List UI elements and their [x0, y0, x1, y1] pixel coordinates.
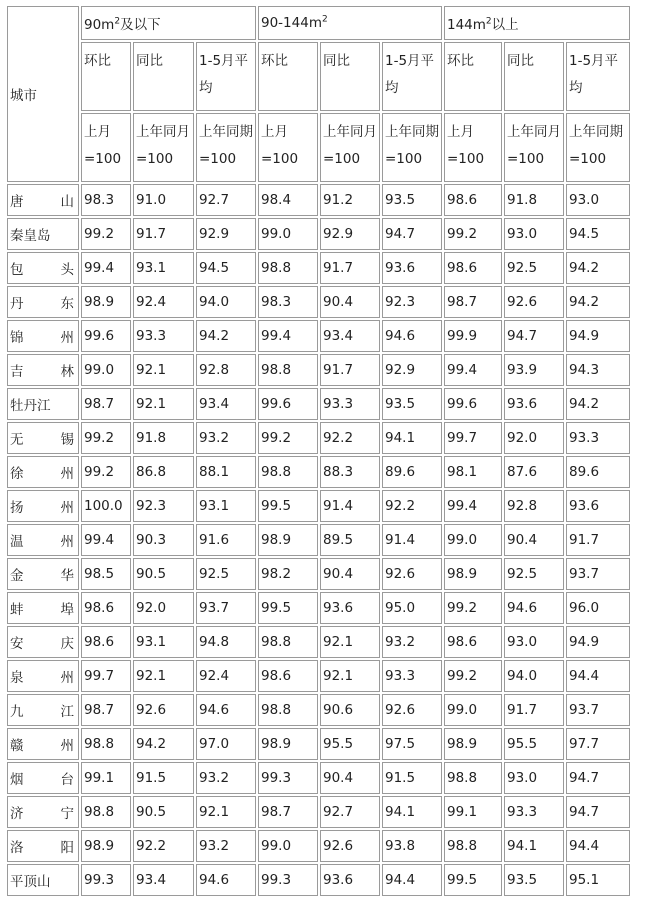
value-cell: 99.2	[444, 660, 502, 692]
value-cell: 98.2	[258, 558, 318, 590]
value-cell: 94.0	[196, 286, 256, 318]
value-cell: 92.7	[320, 796, 380, 828]
value-cell: 91.7	[566, 524, 630, 556]
value-cell: 92.6	[320, 830, 380, 862]
value-cell: 93.7	[196, 592, 256, 624]
value-cell: 99.2	[258, 422, 318, 454]
value-cell: 93.1	[133, 626, 194, 658]
value-cell: 94.2	[566, 388, 630, 420]
value-cell: 99.1	[81, 762, 131, 794]
value-cell: 93.8	[382, 830, 442, 862]
city-cell	[7, 490, 79, 522]
value-cell: 92.4	[133, 286, 194, 318]
city-name: 锦 州	[10, 330, 74, 346]
value-cell: 99.2	[81, 218, 131, 250]
value-cell: 92.2	[133, 830, 194, 862]
metric-header: 1-5月平均	[566, 42, 630, 111]
value-cell: 94.9	[566, 320, 630, 352]
value-cell: 89.6	[566, 456, 630, 488]
value-cell: 98.7	[444, 286, 502, 318]
value-cell: 99.3	[258, 864, 318, 896]
value-cell: 99.6	[81, 320, 131, 352]
value-cell: 98.8	[258, 694, 318, 726]
value-cell: 94.7	[504, 320, 564, 352]
value-cell: 98.8	[258, 626, 318, 658]
value-cell: 98.6	[81, 626, 131, 658]
value-cell: 93.4	[320, 320, 380, 352]
value-cell: 93.3	[133, 320, 194, 352]
value-cell: 90.6	[320, 694, 380, 726]
table-row	[7, 592, 630, 624]
table-row	[7, 388, 630, 420]
value-cell: 92.5	[504, 252, 564, 284]
value-cell: 98.7	[81, 388, 131, 420]
city-cell	[7, 558, 79, 590]
value-cell: 94.3	[566, 354, 630, 386]
table-row	[7, 694, 630, 726]
city-cell	[7, 728, 79, 760]
value-cell: 93.9	[504, 354, 564, 386]
value-cell: 99.1	[444, 796, 502, 828]
value-cell: 98.4	[258, 184, 318, 216]
city-name: 金 华	[10, 568, 74, 584]
city-cell	[7, 354, 79, 386]
value-cell: 94.6	[196, 694, 256, 726]
metric-header: 环比	[81, 42, 131, 111]
table-row	[7, 524, 630, 556]
value-cell: 93.6	[320, 592, 380, 624]
table-row	[7, 422, 630, 454]
value-cell: 94.6	[504, 592, 564, 624]
city-name: 安 庆	[10, 636, 74, 652]
value-cell: 98.8	[258, 252, 318, 284]
value-cell: 93.5	[504, 864, 564, 896]
group-header-small: $90m^2$及以下	[81, 6, 256, 40]
city-cell	[7, 524, 79, 556]
value-cell: 99.5	[258, 490, 318, 522]
base-header: 上年同月=100	[320, 113, 380, 182]
value-cell: 93.2	[382, 626, 442, 658]
value-cell: 98.9	[258, 728, 318, 760]
value-cell: 94.5	[196, 252, 256, 284]
value-cell: 98.8	[444, 762, 502, 794]
value-cell: 90.5	[133, 558, 194, 590]
value-cell: 99.0	[258, 218, 318, 250]
value-cell: 93.4	[133, 864, 194, 896]
base-header: 上年同期=100	[382, 113, 442, 182]
value-cell: 86.8	[133, 456, 194, 488]
value-cell: 99.2	[444, 592, 502, 624]
value-cell: 93.3	[320, 388, 380, 420]
value-cell: 95.0	[382, 592, 442, 624]
value-cell: 91.5	[382, 762, 442, 794]
value-cell: 93.3	[382, 660, 442, 692]
group-header-large: $144m^2$以上	[444, 6, 630, 40]
value-cell: 95.1	[566, 864, 630, 896]
value-cell: 92.4	[196, 660, 256, 692]
metric-header: 同比	[504, 42, 564, 111]
value-cell: 92.6	[133, 694, 194, 726]
city-cell: 牡丹江	[7, 388, 79, 420]
value-cell: 93.6	[504, 388, 564, 420]
value-cell: 98.1	[444, 456, 502, 488]
base-header: 上月=100	[81, 113, 131, 182]
value-cell: 91.7	[320, 354, 380, 386]
value-cell: 92.1	[320, 626, 380, 658]
city-name: 扬 州	[10, 500, 74, 516]
city-name: 徐 州	[10, 466, 74, 482]
city-name: 温 州	[10, 534, 74, 550]
city-name: 洛 阳	[10, 840, 74, 856]
value-cell: 89.5	[320, 524, 380, 556]
value-cell: 92.3	[382, 286, 442, 318]
value-cell: 99.5	[444, 864, 502, 896]
city-cell	[7, 286, 79, 318]
value-cell: 97.7	[566, 728, 630, 760]
value-cell: 99.0	[444, 694, 502, 726]
value-cell: 91.4	[382, 524, 442, 556]
value-cell: 100.0	[81, 490, 131, 522]
value-cell: 93.6	[320, 864, 380, 896]
table-row	[7, 218, 630, 250]
value-cell: 88.3	[320, 456, 380, 488]
value-cell: 98.3	[258, 286, 318, 318]
base-header: 上月=100	[444, 113, 502, 182]
value-cell: 95.5	[320, 728, 380, 760]
value-cell: 94.2	[133, 728, 194, 760]
city-name: 包 头	[10, 262, 74, 278]
value-cell: 92.8	[504, 490, 564, 522]
value-cell: 93.0	[504, 762, 564, 794]
table-row	[7, 626, 630, 658]
value-cell: 93.3	[566, 422, 630, 454]
city-name: 吉 林	[10, 364, 74, 380]
city-cell	[7, 184, 79, 216]
value-cell: 98.5	[81, 558, 131, 590]
city-name: 赣 州	[10, 738, 74, 754]
city-cell	[7, 796, 79, 828]
metric-header: 同比	[133, 42, 194, 111]
value-cell: 93.3	[504, 796, 564, 828]
value-cell: 99.4	[444, 354, 502, 386]
city-cell	[7, 320, 79, 352]
value-cell: 91.4	[320, 490, 380, 522]
value-cell: 92.9	[382, 354, 442, 386]
value-cell: 92.9	[320, 218, 380, 250]
city-name: 泉 州	[10, 670, 74, 686]
value-cell: 99.2	[444, 218, 502, 250]
value-cell: 98.9	[81, 830, 131, 862]
city-cell	[7, 456, 79, 488]
city-header: 城市	[7, 6, 79, 182]
city-name: 九 江	[10, 704, 74, 720]
city-cell	[7, 660, 79, 692]
value-cell: 98.6	[81, 592, 131, 624]
value-cell: 92.1	[320, 660, 380, 692]
value-cell: 91.7	[133, 218, 194, 250]
value-cell: 93.2	[196, 422, 256, 454]
city-name: 丹 东	[10, 296, 74, 312]
value-cell: 94.1	[382, 796, 442, 828]
value-cell: 93.6	[382, 252, 442, 284]
table-row	[7, 728, 630, 760]
value-cell: 93.2	[196, 762, 256, 794]
value-cell: 90.4	[320, 762, 380, 794]
value-cell: 90.3	[133, 524, 194, 556]
value-cell: 94.0	[504, 660, 564, 692]
value-cell: 98.8	[444, 830, 502, 862]
value-cell: 94.7	[566, 762, 630, 794]
value-cell: 94.4	[566, 660, 630, 692]
value-cell: 94.7	[566, 796, 630, 828]
value-cell: 90.4	[320, 286, 380, 318]
value-cell: 92.8	[196, 354, 256, 386]
value-cell: 92.2	[382, 490, 442, 522]
city-name: 蚌 埠	[10, 602, 74, 618]
value-cell: 92.6	[504, 286, 564, 318]
value-cell: 90.4	[504, 524, 564, 556]
value-cell: 99.0	[81, 354, 131, 386]
value-cell: 91.6	[196, 524, 256, 556]
value-cell: 90.4	[320, 558, 380, 590]
value-cell: 98.8	[258, 456, 318, 488]
value-cell: 99.6	[444, 388, 502, 420]
city-cell	[7, 422, 79, 454]
value-cell: 94.2	[566, 286, 630, 318]
value-cell: 92.1	[133, 354, 194, 386]
value-cell: 93.6	[566, 490, 630, 522]
value-cell: 98.9	[444, 558, 502, 590]
value-cell: 98.6	[444, 626, 502, 658]
value-cell: 94.2	[196, 320, 256, 352]
value-cell: 99.3	[81, 864, 131, 896]
value-cell: 98.8	[81, 728, 131, 760]
value-cell: 97.5	[382, 728, 442, 760]
value-cell: 94.4	[566, 830, 630, 862]
city-name: 无 锡	[10, 432, 74, 448]
value-cell: 98.6	[444, 252, 502, 284]
value-cell: 99.4	[258, 320, 318, 352]
value-cell: 93.4	[196, 388, 256, 420]
value-cell: 94.2	[566, 252, 630, 284]
value-cell: 92.7	[196, 184, 256, 216]
value-cell: 98.6	[258, 660, 318, 692]
base-header: 上年同期=100	[566, 113, 630, 182]
value-cell: 98.3	[81, 184, 131, 216]
value-cell: 88.1	[196, 456, 256, 488]
value-cell: 99.4	[444, 490, 502, 522]
value-cell: 90.5	[133, 796, 194, 828]
metric-header: 1-5月平均	[196, 42, 256, 111]
value-cell: 99.5	[258, 592, 318, 624]
value-cell: 92.5	[196, 558, 256, 590]
value-cell: 92.6	[382, 694, 442, 726]
value-cell: 92.6	[382, 558, 442, 590]
value-cell: 92.1	[196, 796, 256, 828]
value-cell: 99.0	[444, 524, 502, 556]
value-cell: 92.1	[133, 660, 194, 692]
value-cell: 92.1	[133, 388, 194, 420]
value-cell: 91.8	[133, 422, 194, 454]
value-cell: 92.3	[133, 490, 194, 522]
table-row	[7, 796, 630, 828]
value-cell: 91.7	[504, 694, 564, 726]
metric-header: 1-5月平均	[382, 42, 442, 111]
value-cell: 99.2	[81, 422, 131, 454]
table-row	[7, 864, 630, 896]
group-header-medium: $90-144m^2$	[258, 6, 442, 40]
value-cell: 98.6	[444, 184, 502, 216]
value-cell: 92.0	[504, 422, 564, 454]
city-name: 济 宁	[10, 806, 74, 822]
value-cell: 93.1	[133, 252, 194, 284]
city-cell	[7, 626, 79, 658]
base-header: 上年同月=100	[133, 113, 194, 182]
city-cell	[7, 694, 79, 726]
value-cell: 91.7	[320, 252, 380, 284]
base-header: 上年同期=100	[196, 113, 256, 182]
value-cell: 94.6	[382, 320, 442, 352]
value-cell: 94.9	[566, 626, 630, 658]
table-row	[7, 490, 630, 522]
value-cell: 91.8	[504, 184, 564, 216]
value-cell: 98.9	[444, 728, 502, 760]
value-cell: 95.5	[504, 728, 564, 760]
value-cell: 99.9	[444, 320, 502, 352]
city-cell: 平顶山	[7, 864, 79, 896]
table-row	[7, 830, 630, 862]
city-cell: 秦皇岛	[7, 218, 79, 250]
value-cell: 94.1	[382, 422, 442, 454]
base-header: 上年同月=100	[504, 113, 564, 182]
value-cell: 99.3	[258, 762, 318, 794]
value-cell: 93.1	[196, 490, 256, 522]
value-cell: 98.7	[258, 796, 318, 828]
value-cell: 93.0	[504, 218, 564, 250]
value-cell: 93.0	[566, 184, 630, 216]
value-cell: 99.4	[81, 252, 131, 284]
table-row	[7, 354, 630, 386]
value-cell: 94.1	[504, 830, 564, 862]
value-cell: 96.0	[566, 592, 630, 624]
value-cell: 98.8	[258, 354, 318, 386]
value-cell: 93.2	[196, 830, 256, 862]
table-row	[7, 660, 630, 692]
table-row	[7, 456, 630, 488]
value-cell: 99.7	[81, 660, 131, 692]
value-cell: 97.0	[196, 728, 256, 760]
value-cell: 93.5	[382, 184, 442, 216]
value-cell: 89.6	[382, 456, 442, 488]
base-header: 上月=100	[258, 113, 318, 182]
value-cell: 99.2	[81, 456, 131, 488]
value-cell: 94.7	[382, 218, 442, 250]
metric-header: 环比	[258, 42, 318, 111]
metric-header: 环比	[444, 42, 502, 111]
value-cell: 93.7	[566, 558, 630, 590]
value-cell: 92.2	[320, 422, 380, 454]
city-name: 烟 台	[10, 772, 74, 788]
value-cell: 99.4	[81, 524, 131, 556]
table-row	[7, 252, 630, 284]
value-cell: 92.0	[133, 592, 194, 624]
table-row	[7, 558, 630, 590]
value-cell: 94.6	[196, 864, 256, 896]
value-cell: 99.6	[258, 388, 318, 420]
value-cell: 98.9	[258, 524, 318, 556]
value-cell: 98.7	[81, 694, 131, 726]
value-cell: 91.2	[320, 184, 380, 216]
city-name: 唐 山	[10, 194, 74, 210]
value-cell: 91.5	[133, 762, 194, 794]
value-cell: 99.0	[258, 830, 318, 862]
table-row	[7, 286, 630, 318]
table-row	[7, 184, 630, 216]
city-cell	[7, 762, 79, 794]
city-cell	[7, 252, 79, 284]
value-cell: 91.0	[133, 184, 194, 216]
value-cell: 94.4	[382, 864, 442, 896]
value-cell: 98.9	[81, 286, 131, 318]
value-cell: 92.9	[196, 218, 256, 250]
metric-header: 同比	[320, 42, 380, 111]
price-index-table	[5, 4, 632, 898]
value-cell: 94.5	[566, 218, 630, 250]
table-row	[7, 320, 630, 352]
value-cell: 98.8	[81, 796, 131, 828]
value-cell: 87.6	[504, 456, 564, 488]
value-cell: 93.7	[566, 694, 630, 726]
value-cell: 92.5	[504, 558, 564, 590]
value-cell: 93.5	[382, 388, 442, 420]
value-cell: 93.0	[504, 626, 564, 658]
city-cell	[7, 830, 79, 862]
table-row	[7, 762, 630, 794]
value-cell: 99.7	[444, 422, 502, 454]
value-cell: 94.8	[196, 626, 256, 658]
city-cell	[7, 592, 79, 624]
